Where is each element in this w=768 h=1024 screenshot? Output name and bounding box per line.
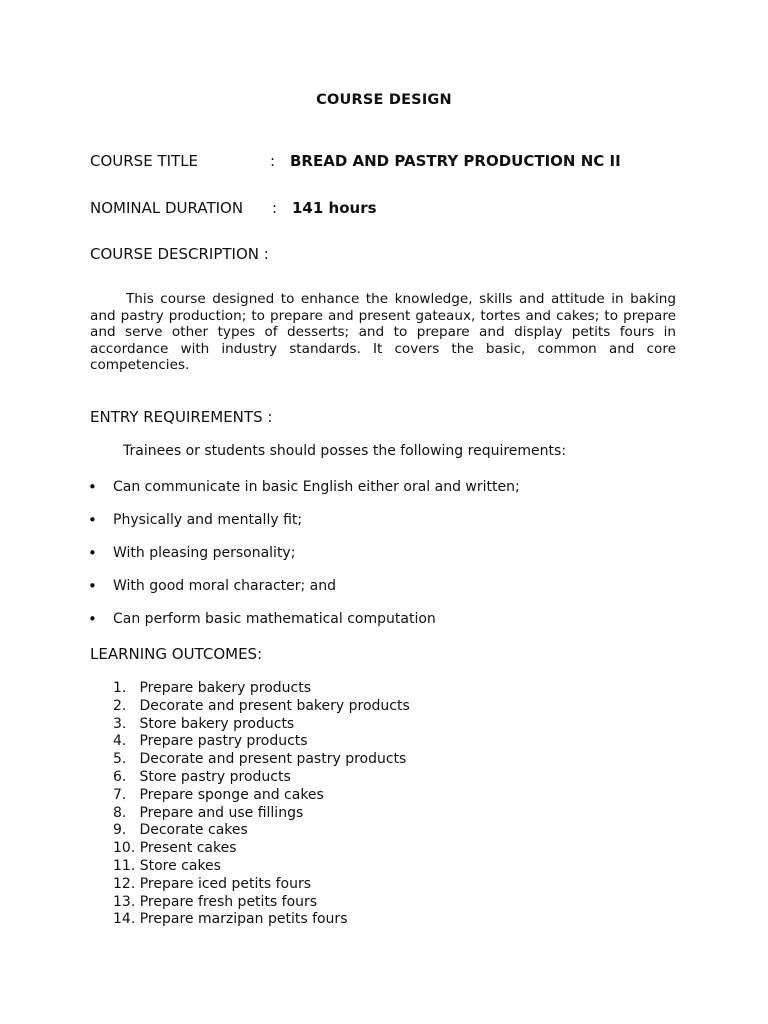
course-title-colon: : xyxy=(270,152,276,170)
course-title-label: COURSE TITLE xyxy=(90,152,199,170)
item-text: Prepare iced petits fours xyxy=(139,875,312,892)
item-text: Decorate and present pastry products xyxy=(139,751,407,768)
list-item-text: With pleasing personality; xyxy=(113,545,296,561)
document-title: COURSE DESIGN xyxy=(316,92,452,108)
list-item-text: Can communicate in basic English either oral and written; xyxy=(113,479,520,495)
item-number: 10. xyxy=(113,840,136,857)
list-item-text: Physically and mentally fit; xyxy=(113,512,303,528)
item-number: 12. xyxy=(113,875,136,892)
item-number: 7. xyxy=(113,786,127,803)
list-item xyxy=(113,733,410,751)
item-number: 3. xyxy=(113,715,127,732)
item-text: Prepare sponge and cakes xyxy=(139,786,324,803)
list-item xyxy=(113,698,410,716)
nominal-duration-label: NOMINAL DURATION xyxy=(90,199,244,217)
item-number: 5. xyxy=(113,751,127,768)
item-text: Store bakery products xyxy=(139,715,295,732)
bullet-icon: • xyxy=(88,511,97,529)
item-number: 11. xyxy=(113,857,136,874)
entry-requirements-label: ENTRY REQUIREMENTS : xyxy=(90,408,273,426)
course-title-value: BREAD AND PASTRY PRODUCTION NC II xyxy=(290,152,621,170)
item-text: Prepare bakery products xyxy=(139,680,312,696)
list-item xyxy=(113,805,410,823)
nominal-duration-value: 141 hours xyxy=(292,199,377,217)
entry-requirements-intro: Trainees or students should posses the following requirements: xyxy=(123,443,567,459)
course-description-label: COURSE DESCRIPTION : xyxy=(90,245,269,263)
list-item-text: Can perform basic mathematical computation xyxy=(113,611,436,627)
course-description-text: This course designed to enhance the knowledge, skills and attitude in baking and pastry production; to prepare and present gateaux, tortes and cakes; to prepare and serve other types of desserts; and to prepare and display petits fours in accordance with industry standards. It covers the basic, common and core competencies. xyxy=(90,291,676,374)
learning-outcomes-list xyxy=(113,680,410,929)
list-item xyxy=(113,822,410,840)
item-text: Prepare fresh petits fours xyxy=(139,893,318,910)
item-number: 4. xyxy=(113,733,127,750)
list-item xyxy=(113,840,410,858)
list-item xyxy=(113,894,410,912)
item-number: 14. xyxy=(113,911,136,928)
item-number: 6. xyxy=(113,768,127,785)
nominal-duration-colon: : xyxy=(272,199,278,217)
list-item xyxy=(113,680,410,698)
list-item xyxy=(113,787,410,805)
list-item xyxy=(113,876,410,894)
bullet-icon: • xyxy=(88,478,97,496)
bullet-icon: • xyxy=(88,544,97,562)
item-number: 1. xyxy=(113,680,127,696)
item-text: Prepare and use fillings xyxy=(139,804,304,821)
list-item xyxy=(113,751,410,769)
item-text: Decorate and present bakery products xyxy=(139,697,410,714)
item-number: 9. xyxy=(113,822,127,839)
item-text: Prepare pastry products xyxy=(139,733,308,750)
learning-outcomes-label: LEARNING OUTCOMES: xyxy=(90,645,263,663)
list-item xyxy=(113,911,410,929)
item-text: Prepare marzipan petits fours xyxy=(139,911,348,928)
bullet-icon: • xyxy=(88,610,97,628)
item-text: Present cakes xyxy=(139,840,237,857)
item-text: Store pastry products xyxy=(139,768,291,785)
list-item xyxy=(113,858,410,876)
item-text: Store cakes xyxy=(139,857,221,874)
bullet-icon: • xyxy=(88,577,97,595)
item-number: 8. xyxy=(113,804,127,821)
list-item xyxy=(113,769,410,787)
list-item xyxy=(113,716,410,734)
item-text: Decorate cakes xyxy=(139,822,248,839)
list-item-text: With good moral character; and xyxy=(113,578,337,594)
item-number: 2. xyxy=(113,697,127,714)
item-number: 13. xyxy=(113,893,136,910)
